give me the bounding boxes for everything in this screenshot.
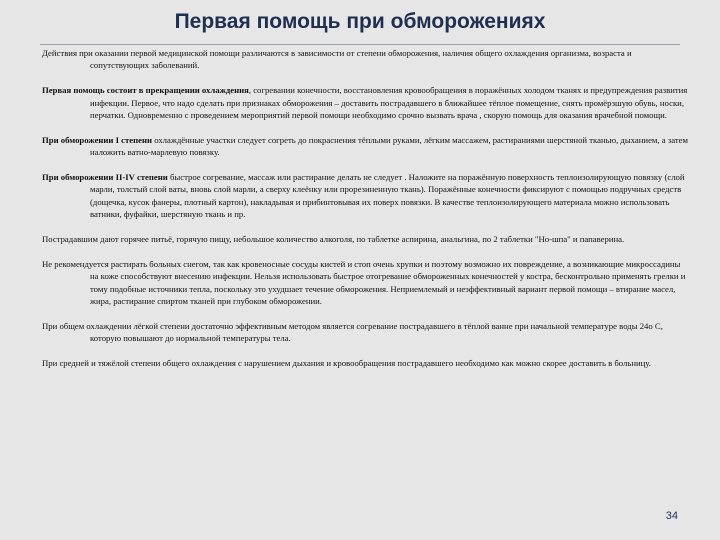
paragraph-6 (42, 258, 688, 308)
paragraph-8 (42, 357, 688, 369)
paragraph-4 (42, 171, 688, 221)
paragraph-text: охлаждённые участки следует согреть до покраснения тёплыми руками, лёгким массажем, растираниями шерстяной тканью, дыханием, а затем наложить ватно-марлевую повязку. (90, 134, 689, 158)
paragraph-lead: Первая помощь состоит в прекращении охлаждения (42, 85, 249, 96)
paragraph-text: , согревании конечности, восстановления кровообращения в поражённых холодом тканях и предупреждения развития инфекции. Первое, что надо сделать при признаках обморожения – доставить пострадавшего в ближайшее тёплое помещение, снять промёрзшую обувь, носки, перчатки. Одновременно с проведением мероприятий первой помощи необходимо срочно вызвать врача , скорую помощь для оказания врачебной помощи. (90, 85, 688, 121)
paragraph-3 (42, 134, 688, 159)
paragraph-text: Пострадавшим дают горячее питьё, горячую пищу, небольшое количество алкоголя, по таблетке аспирина, анальгина, по 2 таблетки "Но-шпа" и папаверина. (42, 234, 625, 245)
paragraph-2 (42, 84, 688, 121)
paragraph-text: При средней и тяжёлой степени общего охлаждения с нарушением дыхания и кровообращения пострадавшего необходимо как можно скорее доставить в больницу. (42, 358, 651, 369)
paragraph-text: Действия при оказании первой медицинской помощи различаются в зависимости от степени обморожения, наличия общего охлаждения организма, возраста и сопутствующих заболеваний. (42, 48, 632, 71)
title-divider (40, 44, 680, 45)
paragraph-lead: При обморожении II-IV степени (42, 172, 168, 183)
paragraph-5 (42, 233, 688, 245)
paragraph-lead: При обморожении I степени (42, 134, 153, 145)
paragraph-7 (42, 320, 688, 345)
paragraph-text: Не рекомендуется растирать больных снегом, так как кровеносные сосуды кистей и стоп очень хрупки и поэтому возможно их повреждение, а возникающие микроссадины на коже способствуют внесению инфекции. Нельзя использовать быстрое отогревание обмороженных конечностей у костра, бесконтрольно применять грелки и тому подобные источники тепла, поскольку это ухудшает течение обморожения. Неприемлемый и неэффективный вариант первой помощи – втирание масел, жира, растирание спиртом тканей при глубоком обморожении. (42, 258, 686, 307)
paragraph-text: быстрое согревание, массаж или растирание делать не следует . Наложите на поражённую поверхность теплоизолирующую повязку (слой марли, толстый слой ваты, вновь слой марли, а сверху клеёнку или прорезиненную ткань). Поражённые конечности фиксируют с помощью подручных средств (дощечка, кусок фанеры, плотный картон), накладывая и прибинтовывая их поверх повязки. В качестве теплоизолирующего материала можно использовать ватники, фуфайки, шерстяную ткань и пр. (90, 172, 685, 220)
slide-title: Первая помощь при обморожениях (174, 10, 546, 33)
slide-body (42, 47, 688, 382)
page-number: 34 (665, 510, 678, 522)
paragraph-1 (42, 47, 688, 72)
paragraph-text: При общем охлаждении лёгкой степени достаточно эффективным методом является согревание пострадавшего в тёплой ванне при начальной температуре воды 24о С, которую повышают до нормальной температуры тела. (42, 320, 663, 344)
